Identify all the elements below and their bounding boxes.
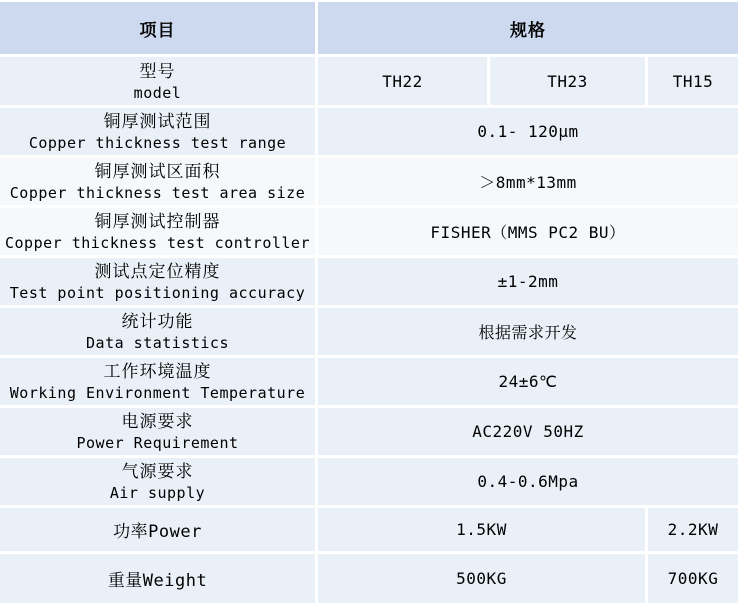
power-th15-cell	[648, 508, 738, 551]
table-row	[0, 208, 738, 255]
label-zh: 测试点定位精度	[94, 262, 221, 281]
header-row	[0, 2, 738, 54]
header-spec-label: 规格	[510, 20, 546, 40]
label-en: Copper thickness test area size	[9, 184, 306, 202]
cell-value: TH23	[547, 71, 588, 91]
cell-value: 0.4-0.6Mpa	[477, 472, 579, 491]
cell-value: TH15	[672, 71, 714, 91]
row-label-cell	[0, 308, 315, 355]
table-row	[0, 258, 738, 305]
cell-value: 500KG	[456, 569, 507, 588]
weight-th15-cell	[648, 554, 738, 603]
label-zh: 铜厚测试控制器	[94, 212, 221, 231]
row-value-cell	[318, 158, 738, 205]
row-value-cell	[318, 258, 738, 305]
row-label-cell	[0, 57, 315, 105]
cell-value: AC220V 50HZ	[472, 422, 584, 441]
cell-value: TH22	[382, 71, 423, 91]
cell-value: 根据需求开发	[478, 323, 578, 342]
row-label-cell	[0, 158, 315, 205]
label-en: Air supply	[109, 484, 206, 502]
row-value-cell	[318, 408, 738, 455]
label-en: Copper thickness test range	[28, 134, 287, 152]
table-row	[0, 408, 738, 455]
row-value-cell	[318, 308, 738, 355]
cell-value: ＞8mm*13mm	[479, 173, 577, 192]
cell-value: 1.5KW	[456, 520, 507, 539]
row-label-cell	[0, 208, 315, 255]
header-item-cell	[0, 2, 315, 54]
label-en: Copper thickness test controller	[5, 234, 310, 252]
row-label: 重量Weight	[107, 571, 208, 591]
model-th15-cell	[648, 57, 738, 105]
row-label-cell	[0, 358, 315, 405]
label-en: Power Requirement	[76, 434, 239, 452]
table-row	[0, 358, 738, 405]
row-label-cell	[0, 554, 315, 603]
row-value-cell	[318, 108, 738, 155]
row-label-cell	[0, 108, 315, 155]
weight-main-cell	[318, 554, 645, 603]
weight-row	[0, 554, 738, 603]
model-th22-cell	[318, 57, 487, 105]
row-value-cell	[318, 208, 738, 255]
header-spec-cell	[318, 2, 738, 54]
power-row	[0, 508, 738, 551]
row-label-cell	[0, 258, 315, 305]
table-row	[0, 158, 738, 205]
power-main-cell	[318, 508, 645, 551]
header-item-label: 项目	[139, 20, 176, 40]
row-label-cell	[0, 458, 315, 505]
label-en: model	[133, 83, 182, 102]
cell-value: FISHER（MMS PC2 BU）	[430, 223, 626, 242]
label-zh: 统计功能	[121, 312, 194, 331]
cell-value: 24±6℃	[498, 372, 558, 391]
label-zh: 铜厚测试区面积	[94, 162, 221, 181]
label-zh: 气源要求	[121, 462, 194, 481]
table-row	[0, 108, 738, 155]
label-en: Data statistics	[86, 334, 229, 352]
label-zh: 工作环境温度	[103, 362, 212, 381]
row-value-cell	[318, 458, 738, 505]
model-row	[0, 57, 738, 105]
model-th23-cell	[490, 57, 645, 105]
row-label-cell	[0, 508, 315, 551]
row-value-cell	[318, 358, 738, 405]
label-zh: 铜厚测试范围	[103, 112, 212, 131]
row-label-cell	[0, 408, 315, 455]
row-label: 功率Power	[113, 522, 202, 542]
cell-value: 2.2KW	[667, 520, 719, 539]
label-en: Working Environment Temperature	[9, 384, 306, 402]
label-zh: 电源要求	[121, 412, 194, 431]
cell-value: ±1-2mm	[497, 272, 559, 291]
table-row	[0, 308, 738, 355]
label-zh: 型号	[139, 61, 176, 81]
label-en: Test point positioning accuracy	[9, 284, 306, 302]
cell-value: 0.1- 120μm	[477, 122, 579, 141]
cell-value: 700KG	[667, 569, 719, 588]
table-row	[0, 458, 738, 505]
